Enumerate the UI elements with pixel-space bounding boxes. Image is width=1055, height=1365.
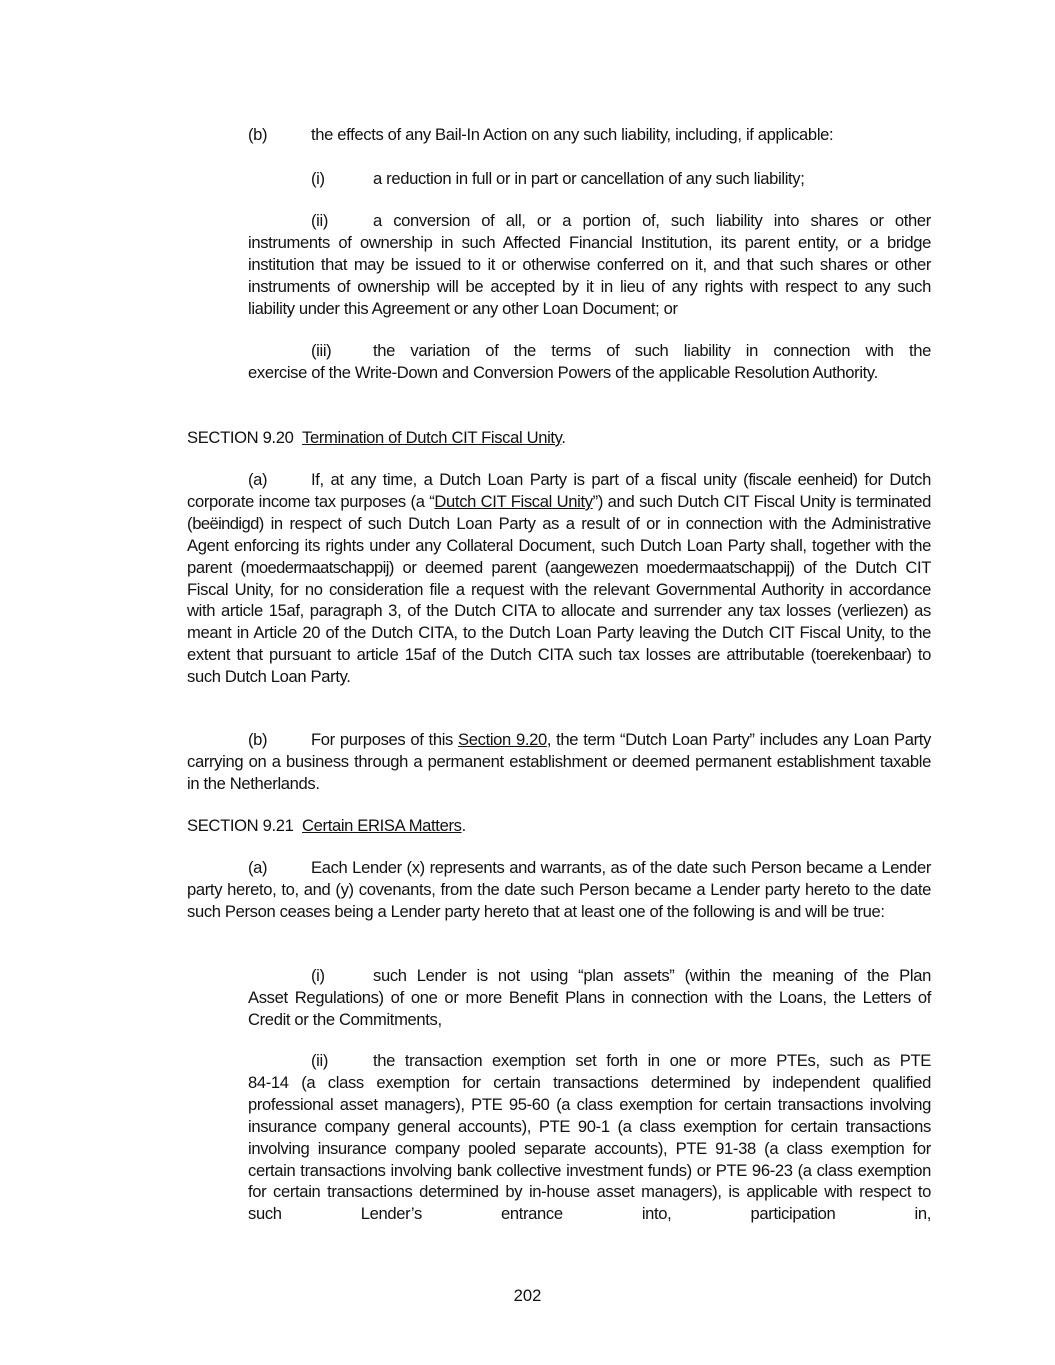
clause-text: a reduction in full or in part or cancellation of any such liability; [373, 169, 805, 188]
clause-text: the transaction exemption set forth in one or more PTEs, such as PTE [373, 1051, 931, 1070]
section-title: Termination of Dutch CIT Fiscal Unity [302, 428, 562, 447]
section-number: SECTION 9.20 [187, 428, 294, 447]
text-run: , the term “Dutch Loan Party” includes any Loan Party carrying on a business through a permanent establishment or deemed permanent establishment taxable in the Netherlands. [187, 730, 932, 793]
defined-term: Dutch CIT Fiscal Unity [434, 491, 593, 511]
text-run: ) to such Dutch Loan Party. [187, 645, 931, 687]
section-9-20-heading [187, 427, 931, 449]
text-run: ”) and such Dutch CIT Fiscal Unity is terminated ( [187, 491, 932, 533]
section-9-20-b [187, 729, 931, 795]
clause-text: such Lender is not using “plan assets” (within the meaning of the Plan [373, 966, 931, 985]
clause-label: (iii) [311, 341, 332, 360]
clause-first-line [248, 340, 931, 362]
clause-text: a conversion of all, or a portion of, such liability into shares or other [373, 211, 931, 230]
section-title-period: . [461, 816, 466, 835]
foreign-term: aangewezen moedermaatschappij [549, 557, 790, 577]
text-run: ) or deemed parent ( [388, 557, 550, 577]
section-title: Certain ERISA Matters [302, 816, 462, 835]
clause-label: (i) [311, 169, 325, 188]
section-9-21-heading [187, 815, 931, 837]
foreign-term: toerekenbaar [815, 645, 907, 665]
section-9-21-a-ii [248, 1050, 931, 1225]
clause-first-line [248, 210, 931, 232]
section-reference: Section 9.20 [458, 730, 547, 749]
text-run: ) as meant in Article 20 of the Dutch CITA, to the Dutch Loan Party leaving the Dutch CIT Fiscal Unity, to the extent that pursuant to article 15af of the Dutch CITA such tax losses are attributable ( [187, 601, 931, 665]
section-9-21-a-i [248, 965, 931, 1031]
clause-first-line [248, 965, 931, 987]
section-title-period: . [561, 428, 566, 447]
foreign-term: moedermaatschappij [245, 557, 389, 577]
clause-b-i [248, 168, 931, 190]
text-run: ) for Dutch corporate income tax purposes (a “ [187, 470, 931, 511]
clause-label: (b) [248, 730, 268, 749]
clause-label: (ii) [311, 1051, 329, 1070]
foreign-term: fiscale eenheid [748, 470, 853, 489]
text-run: If, at any time, a Dutch Loan Party is part of a fiscal unity ( [311, 470, 749, 489]
clause-text-rest: 84-14 (a class exemption for certain transactions determined by independent qualified professional asset managers), PTE 95-60 (a class exemption for certain transactions involving insurance company general accounts), PTE 90-1 (a class exemption for certain transactions involving insurance company pooled separate accounts), PTE 91-38 (a class exemption for certain transactions involving bank collective investment funds) or PTE 96-23 (a class exemption for certain transactions determined by in-house asset managers), is applicable with respect to such Lender’s entrance into, participation in, [248, 1072, 931, 1224]
clause-text: Each Lender (x) represents and warrants, as of the date such Person became a Lender party hereto, to, and (y) covenants, from the date such Person became a Lender party hereto to the date such Person ceases being a Lender party hereto that at least one of the following is and will be true: [187, 858, 931, 921]
clause-label: (i) [311, 966, 325, 985]
text-run: ) of the Dutch CIT Fiscal Unity, for no consideration file a request with the relevant Governmental Authority in accordance with article 15af, paragraph 3, of the Dutch CITA to allocate and surrender any tax losses ( [187, 557, 932, 621]
clause-text: the variation of the terms of such liability in connection with the [373, 341, 931, 360]
clause-first-line [248, 1050, 931, 1072]
section-9-21-a [187, 857, 931, 923]
clause-b-iii [248, 340, 931, 384]
page-number: 202 [513, 1286, 542, 1305]
section-number: SECTION 9.21 [187, 816, 294, 835]
clause-label: (a) [248, 470, 268, 489]
clause-text: the effects of any Bail-In Action on any such liability, including, if applicable: [311, 125, 834, 144]
clause-text-rest: exercise of the Write-Down and Conversion Powers of the applicable Resolution Authority. [248, 362, 878, 382]
clause-label: (ii) [311, 211, 329, 230]
text-run: For purposes of this [311, 730, 459, 749]
section-9-20-a [187, 469, 931, 688]
text-run: ) in respect of such Dutch Loan Party as a result of or in connection with the Administrative Agent enforcing its rights under any Collateral Document, such Dutch Loan Party shall, together with the parent ( [187, 513, 931, 577]
clause-label: (b) [248, 125, 268, 144]
clause-label: (a) [248, 858, 268, 877]
clause-b-ii [248, 210, 931, 320]
clause-text-rest: Asset Regulations) of one or more Benefit Plans in connection with the Loans, the Letters of Credit or the Commitments, [248, 987, 931, 1029]
foreign-term: verliezen [842, 601, 904, 621]
clause-text-rest: instruments of ownership in such Affected Financial Institution, its parent entity, or a bridge institution that may be issued to it or otherwise conferred on it, and that such shares or other instruments of ownership will be accepted by it in lieu of any rights with respect to any such liability under this Agreement or any other Loan Document; or [248, 232, 931, 318]
foreign-term: beëindigd [192, 513, 259, 533]
clause-b [248, 124, 931, 146]
